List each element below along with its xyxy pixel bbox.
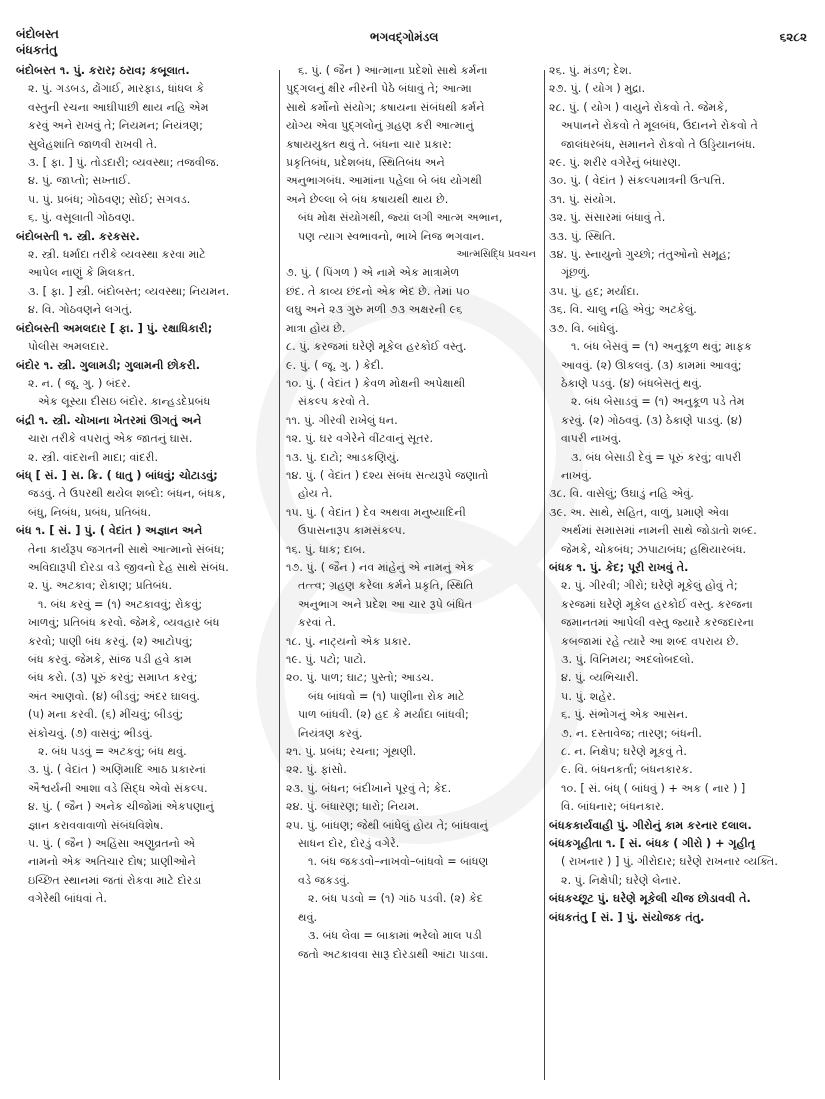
definition-line: ૧૮. પું. નાટ્યનો એક પ્રકાર.: [286, 634, 412, 648]
definition-line: બંધ કરવું. જેમકે, સાંજ પડી હવે કામ: [28, 653, 192, 666]
definition-line: ૪. વિ. ગોઠવણને લગતું.: [28, 303, 133, 317]
definition-line: ૬. પું. સંભોગનું એક આસન.: [561, 708, 689, 722]
definition-line: કરવાં તે.: [298, 616, 336, 630]
definition-line: ૨. પું. ગીરવી; ગીરો; ઘરેણે મૂકેલું હોવું તે;: [561, 579, 738, 593]
guide-word-first: બંદોબસ્ત: [16, 27, 59, 41]
definition-line: પણ ત્યાગ સ્વભાવનો, ભાખે નિજ ભગવાન.: [298, 229, 485, 243]
definition-line: ૩. [ ફા. ] સ્ત્રી. બંદોબસ્ત; વ્યવસ્થા; નિયમન.: [28, 284, 230, 298]
definition-line: ૨. બંધ પડવું = અટકવું; બંધ થવું.: [38, 745, 187, 759]
definition-line: પાળ બાંધવી. (૨) હદ કે મર્યાદા બાંધવી;: [298, 708, 469, 722]
definition-line: ૨. પું. નિક્ષેપી; ઘરેણે લેનાર.: [561, 873, 682, 887]
definition-line: આત્મસિદ્ધિ પ્રવચન: [456, 249, 536, 261]
definition-line: જમાનતમાં આપેલી વસ્તુ જ્યારે કરજદારના: [561, 616, 754, 630]
definition-line: ૯. વિ. બંધનકર્તા; બંધનકારક.: [561, 763, 693, 777]
definition-line: ૭. પું. ( પિંગળ ) એ નામે એક માત્રામેળ: [286, 266, 460, 280]
definition-line: ૨૬. પું. મંડળ; દેશ.: [549, 64, 632, 77]
definition-line: વગેરેથી બાંધવાં તે.: [28, 892, 107, 906]
definition-line: ૪. પું. જાપ્તો; સખ્તાઈ.: [28, 174, 131, 188]
definition-line: ૨૧. પું. પ્રબંધ; રચના; ગૂંથણી.: [286, 745, 417, 759]
definition-line: ૫. પું. શહેર.: [561, 689, 616, 703]
column-right: [549, 62, 811, 1092]
definition-line: કરવું. (૨) ગોઠવવું. (૩) ઠેકાણે પાડવું. (૪): [561, 413, 743, 427]
headword-line: બંધક ૧. પું. કેદ; પૂરી રાખવું તે.: [549, 560, 689, 574]
definition-line: ૩૫. પું. હદ; મર્યાદા.: [549, 284, 640, 298]
definition-line: ૧. બંધ કરવું = (૧) અટકાવવું; રોકવું;: [38, 597, 203, 611]
definition-line: નિયંત્રણ કરવું.: [298, 726, 363, 740]
definition-line: અનુભાગ અને પ્રદેશ આ ચાર રૂપે બંધિત: [298, 597, 473, 611]
headword-line: બંદોર ૧. સ્ત્રી. ગુલામડી; ગુલામની છોકરી.: [16, 358, 200, 372]
definition-line: અનુભાગબંધ. આમાંના પહેલા બે બંધ યોગથી: [286, 174, 482, 188]
column-middle: [286, 62, 540, 1092]
definition-line: ૨૪. પું. બંધારણ; ધારો; નિયમ.: [286, 800, 420, 814]
guide-words: [16, 26, 59, 58]
column-divider: [544, 70, 545, 1080]
definition-line: અંત આણવો. (૪) બીડવું; અંદર ઘાલવું.: [28, 689, 200, 703]
definition-line: અપાનને રોકવો તે મૂલબંધ, ઉદાનને રોકવો તે: [561, 119, 758, 133]
definition-line: પોલીસ અમલદાર.: [28, 340, 109, 354]
definition-line: ૨. પું. ગડબડ, ઢોંગાઈ, મારફાડ, ધાંધલ કે: [28, 82, 205, 96]
definition-line: (૫) મના કરવી. (૬) મીંચવું; બીડવું;: [28, 708, 184, 722]
headword-line: બંધ ૧. [ સં. ] પું. ( વેદાંત ) અજ્ઞાન અને: [16, 524, 203, 538]
definition-line: યોગ્ય એવા પુદ્ગલોનું ગ્રહણ કરી આત્માનું: [286, 119, 474, 133]
definition-line: બંધ કરો. (૩) પૂરું કરવું; સમાપ્ત કરવું;: [28, 671, 198, 685]
definition-line: ૩૩. પું. સ્થિતિ.: [549, 229, 616, 243]
definition-line: કરવું અને રાખવું તે; નિયમન; નિયંત્રણ;: [28, 119, 203, 133]
definition-line: લઘુ અને ૨૩ ગુરુ મળી ૭૩ અક્ષરની ૯૬: [286, 303, 463, 317]
headword-line: બંદ્રી ૧. સ્ત્રી. ચોખાના ખેતરમાં ઊગતું અને: [16, 413, 202, 427]
definition-line: ૨. ન. ( જૂ. ગુ. ) બંદર.: [28, 376, 131, 390]
definition-line: ૨૭. પું. ( યોગ ) મુદ્રા.: [549, 82, 646, 96]
definition-line: ૪. પું. ( જૈન ) અનેક ચીજોમાં એકપણાનું: [28, 800, 214, 814]
definition-line: સાધન દોર, દોરડું વગેરે.: [298, 837, 400, 851]
definition-line: સુલેહશાંતિ જાળવી રાખવી તે.: [28, 137, 158, 151]
definition-line: જ્ઞાન કરાવવાવાળો સંબંધવિશેષ.: [28, 818, 164, 832]
definition-line: ૩. બંધ બેસાડી દેવું = પૂરું કરવું; વાપરી: [571, 450, 742, 464]
definition-line: ૧. બંધ બેસવું = (૧) અનુકૂળ થવું; માફક: [571, 340, 752, 354]
definition-line: બંધુ, નિબંધ, પ્રબંધ, પ્રતિબંધ.: [28, 505, 152, 519]
definition-line: ૧૦. પું. ( વેદાંત ) કેવળ મોક્ષની અપેક્ષાથી: [286, 376, 466, 390]
definition-line: અને છેલ્લા બે બંધ કષાયથી થાય છે.: [286, 192, 449, 206]
definition-line: ૭. ન. દસ્તાવેજ; તારણ; બંધની.: [561, 726, 702, 740]
definition-line: ૧૪. પું. ( વેદાંત ) દશ્ય સંબંધ સત્યરૂપે જણાતો: [286, 468, 489, 482]
definition-line: ૩. બંધ લેવા = બાકામાં ભરેલો માલ પડી: [308, 929, 482, 943]
headword-line: બંધકગૃહીતા ૧. [ સં. બંધક ( ગીરો ) + ગૃહીતૃ: [549, 837, 756, 851]
definition-line: છંદ. તે કાવ્ય છંદનો એક ભેદ છે. તેમાં ૫૦: [286, 284, 470, 298]
definition-line: અવિદ્યારૂપી દોરડા વડે જીવનો દેહ સાથે સંબંધ.: [28, 560, 229, 574]
page-header: [0, 0, 825, 60]
definition-line: ૧૭. પું. ( જૈન ) નવ માંહેનું એ નામનું એક: [286, 560, 475, 574]
definition-line: પુદ્ગલનું ક્ષીર નીરની પેઠે બંધાવું તે; આત્મા: [286, 82, 472, 96]
definition-line: ૨. બંધ પડવો = (૧) ગાંઠ પડવી. (૨) કેદ: [308, 892, 484, 906]
definition-line: સંકલ્પ કરવો તે.: [298, 395, 370, 409]
definition-line: ૧૧. પું. ગીરવી રાખેલું ધન.: [286, 413, 398, 427]
headword-line: બંદોબસ્તી અમલદાર [ ફા. ] પું. રક્ષાધિકારી;: [16, 321, 213, 335]
column-divider: [279, 70, 280, 1080]
definition-line: ૮. પું. કરજમાં ઘરેણે મૂકેલ હરકોઈ વસ્તુ.: [286, 340, 467, 354]
definition-line: ૨. સ્ત્રી. વાંદરાની માદા; વાંદરી.: [28, 450, 159, 464]
definition-line: તેના કાર્યરૂપ જગતની સાથે આત્માનો સંબંધ;: [28, 542, 225, 556]
definition-line: ૧૯. પું. પટો; પાટો.: [286, 653, 367, 666]
definition-line: ૬. પું. વસૂલાતી ગોઠવણ.: [28, 211, 135, 225]
definition-line: ૫. પું. પ્રબંધ; ગોઠવણ; સોઈ; સગવડ.: [28, 192, 191, 206]
definition-line: ૬. પું. ( જૈન ) આત્માના પ્રદેશો સાથે કર્મના: [298, 64, 488, 77]
definition-line: ૩૧. પું. સંયોગ.: [549, 192, 617, 206]
definition-line: આવવું. (૨) ઊકલવું. (૩) કામમાં આવવું;: [561, 358, 742, 372]
definition-line: ઉપાસનારૂપ કામસંકલ્પ.: [298, 524, 406, 538]
definition-line: ૫. પું. ( જૈન ) અહિંસા અણુવ્રતનો એ: [28, 837, 196, 851]
definition-line: ( રાખનાર ) ] પું. ગીરોદાર; ઘરેણે રાખનાર વ્યક્તિ.: [561, 855, 778, 869]
definition-line: ૯. પું. ( જૂ. ગુ. ) કેદી.: [286, 358, 384, 372]
definition-line: ૮. ન. નિક્ષેપ; ઘરેણે મૂકવું તે.: [561, 745, 687, 759]
guide-word-last: બંધકતંતુ: [16, 43, 58, 57]
definition-line: સંકોચવું. (૭) વાસવું; ભીડવું.: [28, 726, 153, 740]
definition-line: બંધ મોક્ષ સંયોગથી, જ્યાં લગી આત્મ અભાન,: [298, 211, 503, 225]
definition-line: ચારા તરીકે વપરાતું એક જાતનું ઘાસ.: [28, 432, 193, 446]
definition-line: ૨૦. પું. પાળ; ઘાટ; પુસ્તો; આડચ.: [286, 671, 434, 685]
definition-line: નાખવું.: [561, 468, 592, 482]
definition-line: ૨૩. પું. બંધન; બંદીખાને પૂરવું તે; કેદ.: [286, 781, 452, 795]
headword-line: બંધ્ [ સં. ] સ. ક્રિ. ( ધાતુ ) બાંધવું; ચોટાડવું;: [16, 468, 218, 482]
definition-line: વસ્તુની રચના આઘીપાછી થાય નહિ એમ: [28, 100, 209, 114]
definition-line: વડે જકડવું.: [298, 873, 350, 887]
definition-line: ગૂંછળું.: [561, 266, 591, 280]
definition-line: ૩૨. પું. સંસારમાં બંધાવું તે.: [549, 211, 666, 225]
definition-line: કબજામાં રહે ત્યારે આ શબ્દ વપરાય છે.: [561, 634, 739, 648]
definition-line: વાપરી નાખવું.: [561, 432, 622, 446]
definition-line: સાથે કર્મોનો સંયોગ; કષાયના સંબંધથી કર્મને: [286, 100, 485, 114]
definition-line: ૩૬. વિ. ચાલુ નહિ એવું; અટકેલું.: [549, 303, 697, 317]
definition-line: ખાળવું; પ્રતિબંધ કરવો. જેમકે, વ્યવહાર બંધ: [28, 616, 220, 630]
definition-line: ઠેકાણે પડવું. (૪) બંધબેસતું થવું.: [561, 376, 702, 390]
column-left: [16, 62, 274, 1092]
definition-line: ૧૨. પું. ઘર વગેરેને વીંટવાનું સૂતર.: [286, 432, 434, 446]
headword-line: બંધકચ્છૂટ પું. ઘરેણે મૂકેલી ચીજ છોડાવવી તે.: [549, 892, 751, 906]
definition-line: એક લૂસ્યા દીસઇ બંદોર. કાન્હડદેપ્રબંધ: [38, 395, 211, 409]
definition-line: વિ. બાંધનાર; બંધનકાર.: [561, 800, 665, 814]
definition-line: ૨. બંધ બેસાડવું = (૧) અનુકૂળ પડે તેમ: [571, 395, 745, 409]
definition-line: ૩. પું. વિનિમય; અદલોબદલો.: [561, 653, 695, 666]
definition-line: ૧૩. પું. દાટો; આડકણિયું.: [286, 450, 400, 464]
definition-line: ઐશ્વર્યની આશા વડે સિદ્ધ એવો સંકલ્પ.: [28, 781, 208, 795]
book-title: ભગવદ્ગોમંડલ: [370, 30, 439, 44]
definition-line: હોય તે.: [298, 487, 333, 501]
headword-line: બંધકતંતુ [ સં. ] પું. સંયોજક તંતુ.: [549, 910, 705, 924]
definition-line: કષાયયુક્ત થવું તે. બંધના ચાર પ્રકાર:: [286, 137, 452, 151]
definition-line: ૩. [ ફા. ] પું. તોડદારી; વ્યવસ્થા; તજવીજ.: [28, 156, 220, 170]
definition-line: તત્ત્વ; ગ્રહણ કરેલા કર્મને પ્રકૃતિ, સ્થિતિ: [298, 579, 474, 593]
definition-line: કરવો; પાણી બંધ કરવું. (૨) આટોપવું;: [28, 634, 193, 648]
definition-line: પ્રકૃતિબંધ, પ્રદેશબંધ, સ્થિતિબંધ અને: [286, 156, 445, 170]
definition-line: જાલંધરબંધ, સમાનને રોકવો તે ઉડ્ડિયાનબંધ.: [561, 137, 756, 151]
headword-line: બંદોબસ્ત ૧. પું. કરાર; ઠરાવ; કબૂલાત.: [16, 64, 190, 77]
definition-line: ૨૨. પું. ફાંસો.: [286, 763, 347, 777]
definition-line: ૨. પું. અટકાવ; રોકાણ; પ્રતિબંધ.: [28, 579, 173, 593]
definition-line: અર્થમાં સમાસમાં નામની સાથે જોડાતો શબ્દ.: [561, 524, 757, 538]
definition-line: ૧૬. પું. ધાક; દાબ.: [286, 542, 366, 556]
definition-line: ૨૫. પું. બાંધણ; જેથી બાંધેલું હોય તે; બાંધવાનું: [286, 818, 488, 832]
definition-line: ૩. પું. ( વેદાંત ) અણિમાદિ આઠ પ્રકારનાં: [28, 763, 206, 777]
definition-line: ૩૪. પું. સ્નાયુનો ગુચ્છો; તંતુઓનો સમૂહ;: [549, 248, 731, 262]
definition-line: જેમકે, ચોકબંધ; ઝપાટાબંધ; હથિયારબંધ.: [561, 542, 747, 556]
definition-line: જતો અટકાવવા સારૂ દોરડાથી આંટા પાડવા.: [298, 947, 489, 961]
definition-line: ૨૮. પું. ( યોગ ) વાયુને રોકવો તે. જેમકે,: [549, 100, 728, 114]
definition-line: ૪. પું. વ્યભિચારી.: [561, 671, 639, 685]
headword-line: બંધકકાર્યવાહી પું. ગીરોનું કામ કરનાર દલાલ.: [549, 818, 752, 832]
definition-line: જડવું. તે ઉપરથી થયેલ શબ્દો: બંધન, બંધક,: [28, 487, 226, 501]
page-number: ૬૨૮૨: [779, 30, 807, 44]
definition-line: ૨૯. પું. શરીર વગેરેનું બંધારણ.: [549, 156, 681, 170]
definition-line: ૧૫. પું. ( વેદાંત ) દેવ અથવા મનુષ્યાદિની: [286, 505, 466, 519]
definition-line: ૩૦. પું. ( વેદાંત ) સંકલ્પમાત્રની ઉત્પત્તિ.: [549, 174, 726, 188]
headword-line: બંદોબસ્તી ૧. સ્ત્રી. કરકસર.: [16, 229, 140, 243]
definition-line: ૨. સ્ત્રી. ધર્માદા તરીકે વ્યવસ્થા કરવા માટે: [28, 248, 206, 262]
definition-line: માત્રા હોય છે.: [286, 321, 346, 335]
definition-line: ૧. બંધ જકડવો–નાખવો–બાંધવો = બાંધણ: [308, 855, 489, 869]
definition-line: ૩૮. વિ. વાસેલું; ઉઘાડું નહિ એવું.: [549, 487, 694, 501]
definition-line: નામનો એક અતિચાર દોષ; પ્રાણીઓને: [28, 855, 196, 869]
definition-line: ૧૦. [ સં. બંધ્ ( બાંધવું ) + અક ( નાર ) ]: [561, 781, 746, 795]
definition-line: ૩૯. અ. સાથે, સહિત, વાળું, પ્રમાણે એવા: [549, 505, 729, 519]
definition-line: બંધ બાંધવો = (૧) પાણીના રોક માટે: [308, 689, 465, 703]
definition-line: ૩૭. વિ. બાંધેલું.: [549, 321, 619, 335]
definition-line: આપેલ નાણું કે મિલકત.: [28, 266, 136, 280]
definition-line: થવું.: [298, 910, 318, 924]
definition-line: કરજમાં ઘરેણે મૂકેલ હરકોઈ વસ્તુ. કરજના: [561, 597, 753, 611]
definition-line: ઇચ્છિત સ્થાનમાં જતાં રોકવા માટે દોરડા: [28, 873, 202, 887]
